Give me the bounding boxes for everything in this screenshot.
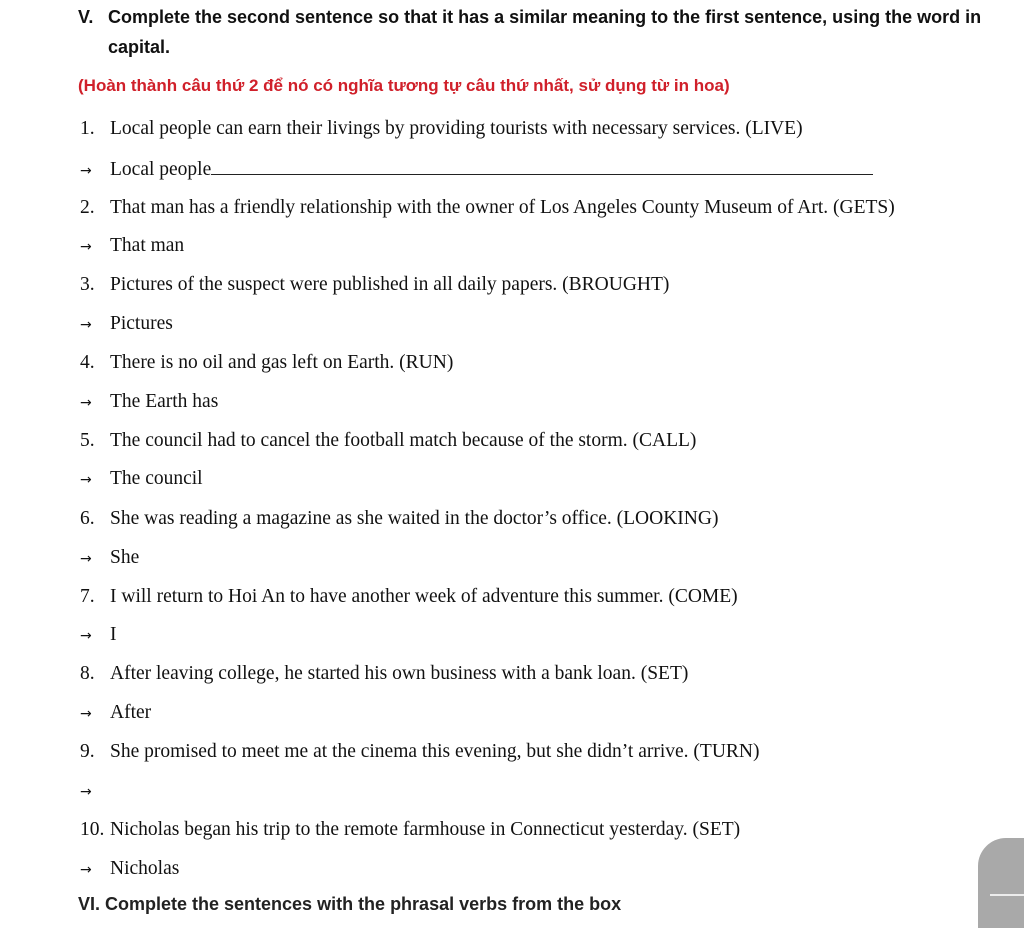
question-sentence: Nicholas began his trip to the remote farmhouse in Connecticut yesterday. (SET) <box>110 819 741 840</box>
question-number: 5. <box>80 430 95 451</box>
question-sentence: After leaving college, he started his own business with a bank loan. (SET) <box>110 663 689 684</box>
answer-3 <box>80 312 173 337</box>
arrow-icon: → <box>80 551 92 567</box>
scroll-handle[interactable] <box>978 838 1024 928</box>
question-9 <box>80 740 759 764</box>
question-sentence: Pictures of the suspect were published in all daily papers. (BROUGHT) <box>110 274 670 295</box>
question-7 <box>80 585 738 609</box>
section-instruction-vietnamese: (Hoàn thành câu thứ 2 để nó có nghĩa tương tự câu thứ nhất, sử dụng từ in hoa) <box>78 76 730 95</box>
answer-prompt: The Earth has <box>110 391 219 412</box>
question-sentence: The council had to cancel the football match because of the storm. (CALL) <box>110 430 697 451</box>
question-number: 10. <box>80 819 105 840</box>
arrow-icon: → <box>80 317 92 333</box>
answer-prompt: Local people <box>110 159 212 180</box>
question-6 <box>80 507 718 531</box>
question-1 <box>80 117 803 141</box>
section-number: V. <box>78 7 94 27</box>
answer-7 <box>80 623 117 648</box>
arrow-icon: → <box>80 239 92 255</box>
answer-10 <box>80 857 179 882</box>
grip-icon <box>990 894 1024 896</box>
question-number: 3. <box>80 274 95 295</box>
section-header <box>78 2 998 62</box>
question-sentence: There is no oil and gas left on Earth. (RUN) <box>110 352 454 373</box>
answer-6 <box>80 546 139 571</box>
answer-9 <box>80 779 110 804</box>
question-number: 9. <box>80 741 95 762</box>
question-8 <box>80 662 688 686</box>
question-10 <box>80 818 740 842</box>
answer-prompt: She <box>110 547 140 568</box>
question-sentence: I will return to Hoi An to have another week of adventure this summer. (COME) <box>110 586 738 607</box>
answer-prompt: Pictures <box>110 313 173 334</box>
question-number: 7. <box>80 586 95 607</box>
answer-prompt: I <box>110 624 117 645</box>
answer-8 <box>80 701 151 726</box>
arrow-icon: → <box>80 628 92 644</box>
answer-blank-line[interactable] <box>211 156 873 175</box>
arrow-icon: → <box>80 395 92 411</box>
question-sentence: That man has a friendly relationship with the owner of Los Angeles County Museum of Art. (GETS) <box>110 197 895 218</box>
question-number: 4. <box>80 352 95 373</box>
question-5 <box>80 429 696 453</box>
section-instruction: Complete the second sentence so that it has a similar meaning to the first sentence, using the word in capital. <box>108 7 982 57</box>
answer-prompt: Nicholas <box>110 858 180 879</box>
arrow-icon: → <box>80 472 92 488</box>
question-number: 6. <box>80 508 95 529</box>
question-number: 1. <box>80 118 95 139</box>
question-number: 2. <box>80 197 95 218</box>
arrow-icon: → <box>80 862 92 878</box>
answer-prompt: After <box>110 702 152 723</box>
answer-prompt: That man <box>110 235 185 256</box>
answer-2 <box>80 234 184 259</box>
question-sentence: She was reading a magazine as she waited in the doctor’s office. (LOOKING) <box>110 508 719 529</box>
question-sentence: Local people can earn their livings by providing tourists with necessary services. (LIVE) <box>110 118 803 139</box>
question-sentence: She promised to meet me at the cinema this evening, but she didn’t arrive. (TURN) <box>110 741 760 762</box>
answer-prompt: The council <box>110 468 203 489</box>
question-4 <box>80 351 453 375</box>
question-2 <box>80 196 895 220</box>
arrow-icon: → <box>80 784 92 800</box>
answer-5 <box>80 467 203 492</box>
arrow-icon: → <box>80 163 92 179</box>
answer-4 <box>80 390 218 415</box>
question-number: 8. <box>80 663 95 684</box>
question-3 <box>80 273 669 297</box>
arrow-icon: → <box>80 706 92 722</box>
answer-1 <box>80 156 873 183</box>
next-section-header: VI. Complete the sentences with the phrasal verbs from the box <box>78 894 622 914</box>
